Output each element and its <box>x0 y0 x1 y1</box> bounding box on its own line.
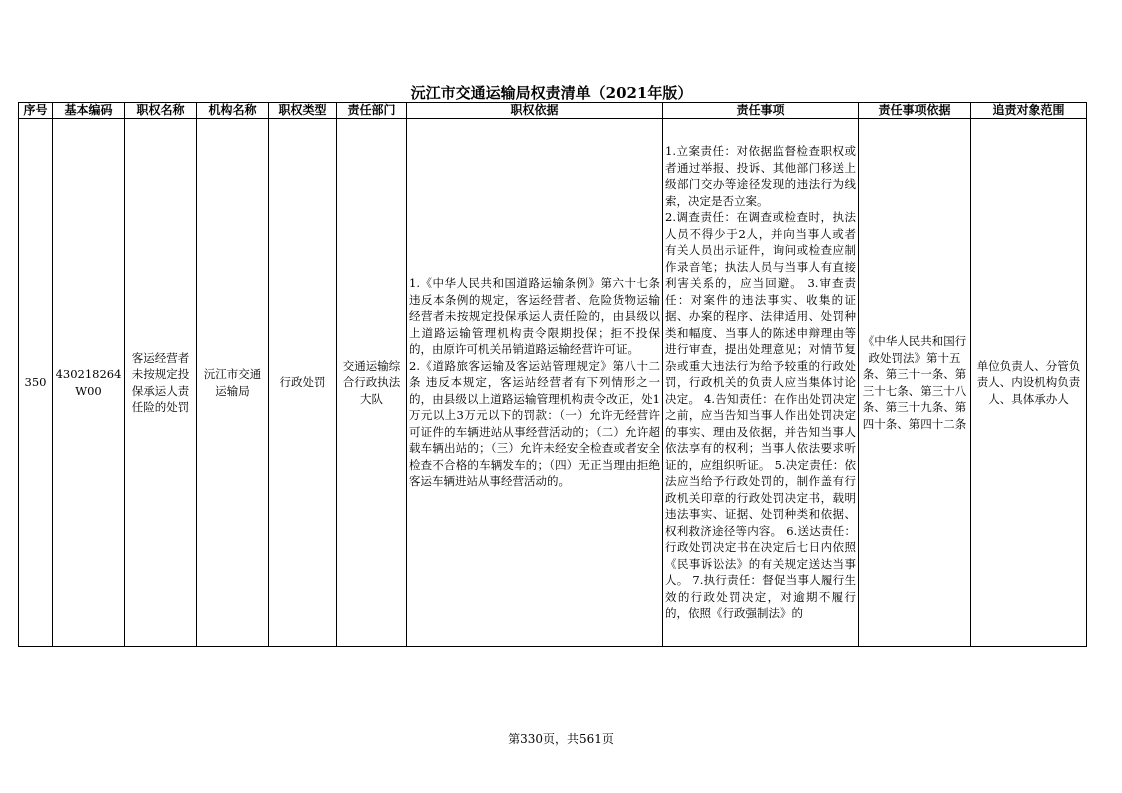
cell-power-name: 客运经营者未按规定投保承运人责任险的处罚 <box>125 119 197 647</box>
cell-basis: 1.《中华人民共和国道路运输条例》第六十七条 违反本条例的规定，客运经营者、危险货物运输经营者未按规定投保承运人责任险的，由县级以上道路运输管理机构责令限期投保；拒不投保的，由原许可机关吊销道路运输经营许可证。 2.《道路旅客运输及客运站管理规定》第八十二条 违反本规定，客运站经营者有下列情形之一的，由县级以上道路运输管理机构责令改正，处1万元以上3万元以下的罚款：（一）允许无经营许可证件的车辆进站从事经营活动的；（二）允许超载车辆出站的；（三）允许未经安全检查或者安全检查不合格的车辆发车的；（四）无正当理由拒绝客运车辆进站从事经营活动的。 <box>407 119 663 647</box>
column-header-agency: 机构名称 <box>197 103 269 119</box>
column-header-basis: 职权依据 <box>407 103 663 119</box>
cell-accountability: 单位负责人、分管负责人、内设机构负责人、具体承办人 <box>971 119 1087 647</box>
table-row <box>19 119 1087 647</box>
table-header-row <box>19 103 1087 119</box>
column-header-department: 责任部门 <box>337 103 407 119</box>
page-title: 沅江市交通运输局权责清单（2021年版） <box>410 84 693 102</box>
cell-duties: 1.立案责任：对依据监督检查职权或者通过举报、投诉、其他部门移送上级部门交办等途径发现的违法行为线索，决定是否立案。 2.调查责任：在调查或检查时，执法人员不得少于2人，并向当事人或者有关人员出示证件，询问或检查应制作录音笔；执法人员与当事人有直接利害关系的，应当回避。 3.审查责任：对案件的违法事实、收集的证据、办案的程序、法律适用、处罚种类和幅度、当事人的陈述申辩理由等进行审查，提出处理意见；对情节复杂或重大违法行为给予较重的行政处罚，行政机关的负责人应当集体讨论决定。 4.告知责任：在作出处罚决定之前，应当告知当事人作出处罚决定的事实、理由及依据，并告知当事人依法享有的权利；当事人依法要求听证的，应组织听证。 5.决定责任：依法应当给予行政处罚的，制作盖有行政机关印章的行政处罚决定书，载明违法事实、证据、处罚种类和依据、权利救济途径等内容。 6.送达责任：行政处罚决定书在决定后七日内依照《民事诉讼法》的有关规定送达当事人。 7.执行责任：督促当事人履行生效的行政处罚决定，对逾期不履行的，依照《行政强制法》的 <box>663 119 859 647</box>
cell-department: 交通运输综合行政执法大队 <box>337 119 407 647</box>
cell-duty-basis: 《中华人民共和国行政处罚法》第十五条、第三十一条、第三十七条、第三十八条、第三十九条、第四十条、第四十二条 <box>859 119 971 647</box>
column-header-code: 基本编码 <box>53 103 125 119</box>
column-header-duties: 责任事项 <box>663 103 859 119</box>
cell-code: 430218264W00 <box>53 119 125 647</box>
column-header-accountability: 追责对象范围 <box>971 103 1087 119</box>
column-header-power-name: 职权名称 <box>125 103 197 119</box>
cell-agency: 沅江市交通运输局 <box>197 119 269 647</box>
column-header-power-type: 职权类型 <box>269 103 337 119</box>
column-header-seq: 序号 <box>19 103 53 119</box>
page-footer: 第330页，共561页 <box>508 732 614 746</box>
cell-seq: 350 <box>19 119 53 647</box>
duty-list-table <box>18 102 1087 647</box>
column-header-duty-basis: 责任事项依据 <box>859 103 971 119</box>
cell-power-type: 行政处罚 <box>269 119 337 647</box>
